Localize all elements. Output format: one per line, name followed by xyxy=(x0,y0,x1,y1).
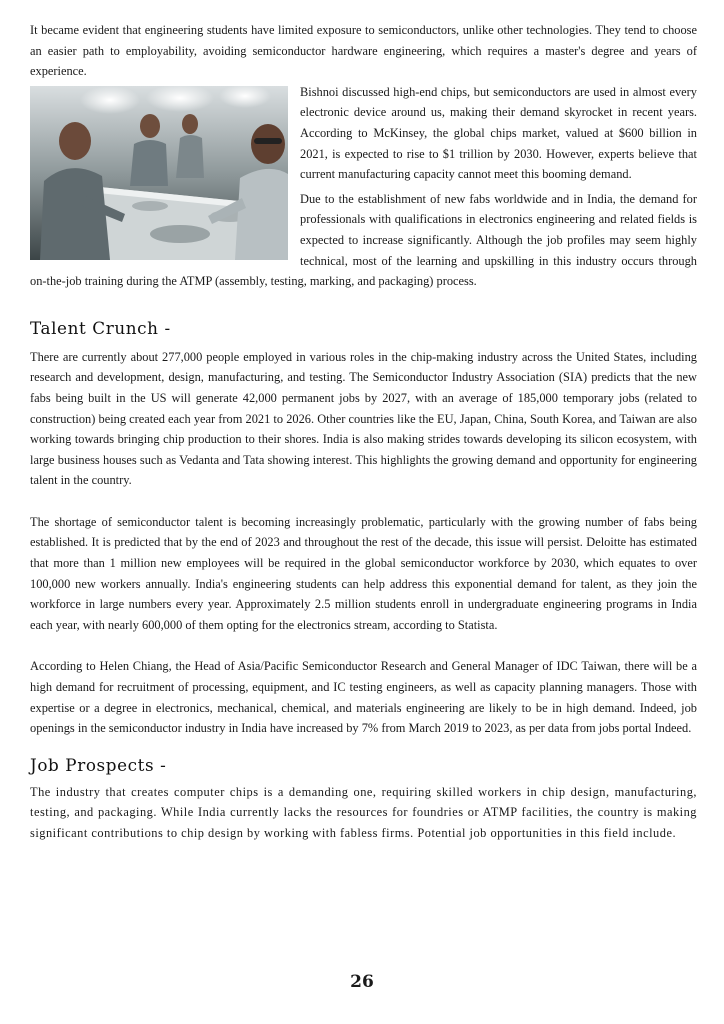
intro-paragraph-1: It became evident that engineering students have limited exposure to semiconductors, unlike other technologies. They tend to choose an easier path to employability, avoiding semiconductor hardware engineering, which requires a master's degree and years of experience. xyxy=(30,23,697,79)
talent-crunch-heading: Talent Crunch - xyxy=(30,317,171,338)
page-number: 26 xyxy=(350,972,374,992)
talent-paragraph-2: The shortage of semiconductor talent is becoming increasingly problematic, particularly with the growing number of fabs being established. It is predicted that by the end of 2023 and throughout the rest of the decade, this issue will persist. Deloitte has estimated that more than 1 million new employees will be required in the global semiconductor workforce by 2030, which equates to over 100,000 new workers annually. India's engineering students can help address this exponential demand for talent, as they join the workforce in large numbers every year. Approximately 2.5 million students enroll in undergraduate engineering programs in India each year, with nearly 600,000 of them opting for the electronics stream, according to Statista. xyxy=(30,514,697,632)
job-paragraph-1: The industry that creates computer chips is a demanding one, requiring skilled workers in chip design, manufacturing, testing, and packaging. While India currently lacks the resources for foundries or ATMP facilities, the country is making significant contributions to chip design by working with fabless firms. Potential job opportunities in this field include. xyxy=(30,784,697,840)
article-page xyxy=(30,20,697,844)
intro-paragraph-2: Bishnoi discussed high-end chips, but semiconductors are used in almost every electronic device around us, making their demand skyrocket in recent years. According to McKinsey, the global chips market, valued at $600 billion in 2021, is expected to rise to $1 trillion by 2030. However, experts believe that current manufacturing capacity cannot meet this booming demand. xyxy=(300,84,697,182)
factory-workers-photo xyxy=(30,86,288,260)
intro-paragraph-3: Due to the establishment of new fabs worldwide and in India, the demand for professionals with qualifications in electronics engineering and related fields is expected to increase significantly. Although the job profiles may seem highly technical, most of the learning and upskilling in this industry occurs through on-the-job training during the ATMP (assembly, testing, marking, and packaging) process. xyxy=(30,191,697,289)
talent-paragraph-3: According to Helen Chiang, the Head of Asia/Pacific Semiconductor Research and General Manager of IDC Taiwan, there will be a high demand for recruitment of processing, equipment, and IC testing engineers, as well as capacity planning managers. Those with expertise or a degree in electronics, mechanical, chemical, and materials engineering are likely to be in high demand. Indeed, job openings in the semiconductor industry in India have increased by 7% from March 2019 to 2023, as per data from jobs portal Indeed. xyxy=(30,659,697,736)
talent-paragraph-1: There are currently about 277,000 people employed in various roles in the chip-making industry across the United States, including research and development, design, manufacturing, and testing. The Semiconductor Industry Association (SIA) predicts that the new fabs being built in the US will generate 42,000 permanent jobs by 2027, with an average of 185,000 temporary jobs (related to construction) being created each year from 2021 to 2026. Other countries like the EU, Japan, China, South Korea, and Taiwan are also working towards bringing chip production to their shores. India is also making strides towards developing its silicon ecosystem, with large business houses such as Vedanta and Tata showing interest. This highlights the growing demand and opportunity for engineering talent in the country. xyxy=(30,349,697,488)
factory-photo-illustration xyxy=(30,86,288,260)
job-prospects-heading: Job Prospects - xyxy=(30,754,167,775)
